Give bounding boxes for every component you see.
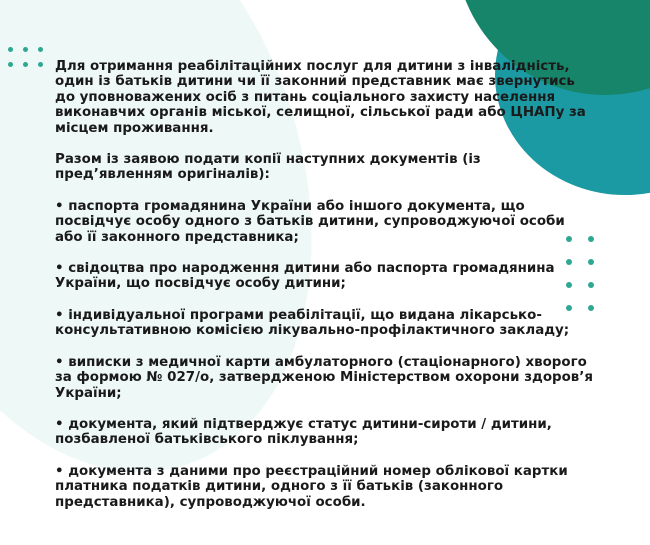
intro-paragraph: Для отримання реабілітаційних послуг для дитини з інвалідність, один із батьків дитини чи її законний представник має звернутись до уповноважених осіб з питань соціального захисту населення виконавчих органів міської, селищної, сільської ради або ЦНАПу за місцем проживання. bbox=[55, 59, 586, 136]
decorative-dots-left bbox=[8, 47, 43, 67]
document-item: • виписки з медичної карти амбулаторного (стаціонарного) хворого за формою № 027/о, затвердженою Міністерством охорони здоров’я України; bbox=[55, 354, 593, 401]
document-item: • паспорта громадянина України або іншого документа, що посвідчує особу одного з батьків дитини, супроводжуючої особи або її законного представника; bbox=[55, 198, 565, 245]
document-text bbox=[55, 59, 595, 510]
document-item: • індивідуальної програми реабілітації, що видана лікарсько-консультативною комісією лікувально-профілактичного закладу; bbox=[55, 307, 570, 339]
document-item: • документа з даними про реєстраційний номер облікової картки платника податків дитини, одного з її батьків (законного представника), супроводжуючої особи. bbox=[55, 463, 568, 510]
document-item: • документа, який підтверджує статус дитини-сироти / дитини, позбавленої батьківського піклування; bbox=[55, 416, 552, 448]
document-item: • свідоцтва про народження дитини або паспорта громадянина України, що посвідчує особу дитини; bbox=[55, 261, 555, 292]
documents-intro: Разом із заявою подати копії наступних документів (із пред’явленням оригіналів): bbox=[55, 152, 481, 183]
